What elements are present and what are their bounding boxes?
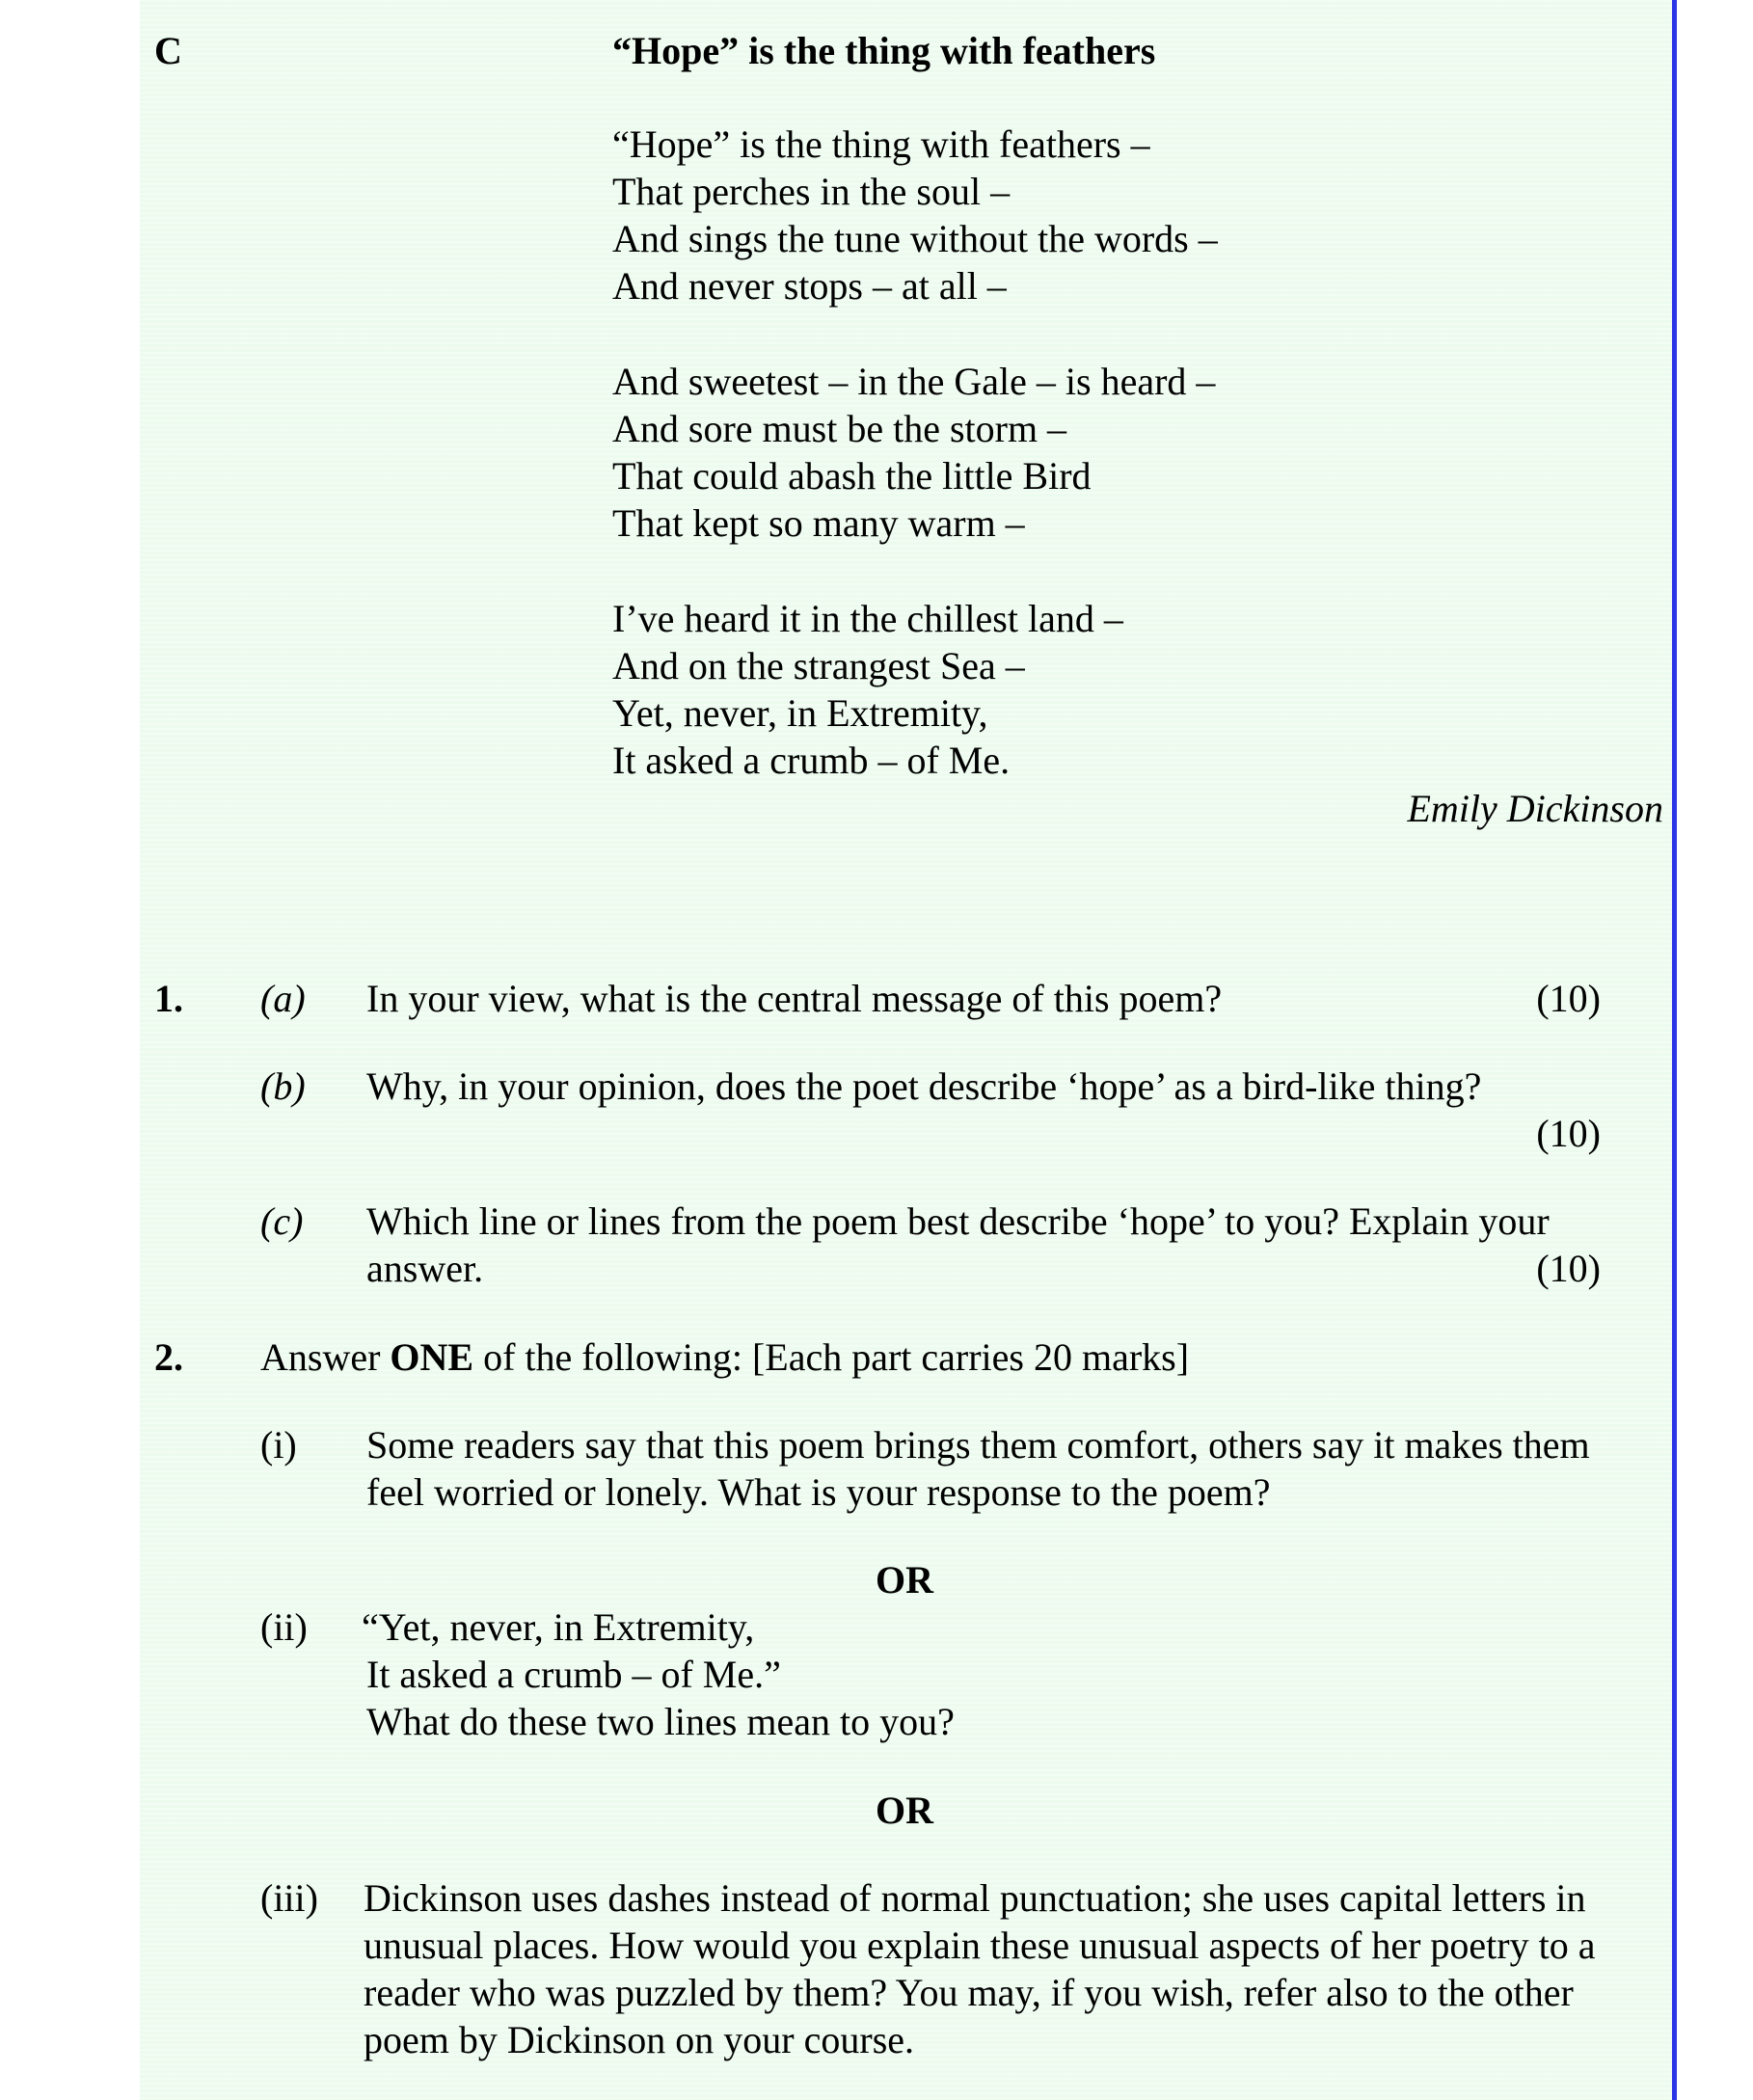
poem-line: That perches in the soul – [612, 170, 1011, 213]
question-2ii-line-2: It asked a crumb – of Me.” [366, 1653, 781, 1696]
question-1a-marks: (10) [1536, 977, 1601, 1020]
question-2iii-line-3: reader who was puzzled by them? You may, if you wish, refer also to the other [364, 1971, 1574, 2014]
poem-line: And sweetest – in the Gale – is heard – [612, 360, 1216, 403]
exam-page [140, 0, 1672, 2100]
page-edge-rule [1672, 0, 1677, 2100]
or-divider-2: OR [876, 1789, 933, 1832]
or-divider-1: OR [876, 1558, 933, 1602]
poem-line: It asked a crumb – of Me. [612, 739, 1011, 782]
poem-line: And on the strangest Sea – [612, 644, 1025, 687]
poem-line: And sore must be the storm – [612, 407, 1067, 450]
poem-line: That kept so many warm – [612, 501, 1025, 545]
poem-line: Yet, never, in Extremity, [612, 691, 988, 735]
question-2iii-label: (iii) [260, 1876, 318, 1920]
question-2iii-line-4: poem by Dickinson on your course. [364, 2018, 915, 2061]
poem-line: I’ve heard it in the chillest land – [612, 597, 1123, 640]
poem-line: And never stops – at all – [612, 264, 1007, 308]
question-1c-text-line-2: answer. [366, 1247, 484, 1290]
question-2ii-line-1: “Yet, never, in Extremity, [362, 1605, 755, 1649]
question-2-intro-start: Answer [260, 1335, 391, 1379]
question-1c-label: (c) [260, 1199, 304, 1243]
poem-title: “Hope” is the thing with feathers [612, 29, 1156, 72]
question-2-intro [260, 1333, 1189, 1381]
poem-line: And sings the tune without the words – [612, 217, 1218, 260]
question-2-intro-emphasis: ONE [390, 1335, 474, 1379]
poem-author: Emily Dickinson [1407, 787, 1663, 830]
question-1b-label: (b) [260, 1064, 306, 1108]
question-1c-marks: (10) [1536, 1247, 1601, 1290]
poem-line: That could abash the little Bird [612, 454, 1092, 498]
question-2ii-label: (ii) [260, 1605, 308, 1649]
question-2i-line-1: Some readers say that this poem brings them comfort, others say it makes them [366, 1423, 1590, 1467]
question-1b-text: Why, in your opinion, does the poet describe ‘hope’ as a bird-like thing? [366, 1064, 1482, 1108]
question-1a-label: (a) [260, 977, 306, 1020]
question-2iii-line-1: Dickinson uses dashes instead of normal punctuation; she uses capital letters in [364, 1876, 1586, 1920]
question-2-number: 2. [154, 1335, 183, 1379]
question-2i-label: (i) [260, 1423, 297, 1467]
section-letter: C [154, 29, 182, 72]
question-1a-text: In your view, what is the central message of this poem? [366, 977, 1223, 1020]
poem-stanza-2 [612, 358, 1215, 547]
question-2-intro-end: of the following: [Each part carries 20 marks] [473, 1335, 1190, 1379]
poem-line: “Hope” is the thing with feathers – [612, 122, 1150, 166]
question-2i-line-2: feel worried or lonely. What is your response to the poem? [366, 1470, 1271, 1514]
question-1c-text-line-1: Which line or lines from the poem best describe ‘hope’ to you? Explain your [366, 1199, 1550, 1243]
question-1-number: 1. [154, 977, 183, 1020]
question-1b-marks: (10) [1536, 1112, 1601, 1155]
question-2iii-line-2: unusual places. How would you explain these unusual aspects of her poetry to a [364, 1924, 1596, 1967]
question-2ii-line-3: What do these two lines mean to you? [366, 1700, 955, 1743]
poem-stanza-1 [612, 121, 1218, 310]
poem-stanza-3 [612, 595, 1123, 784]
